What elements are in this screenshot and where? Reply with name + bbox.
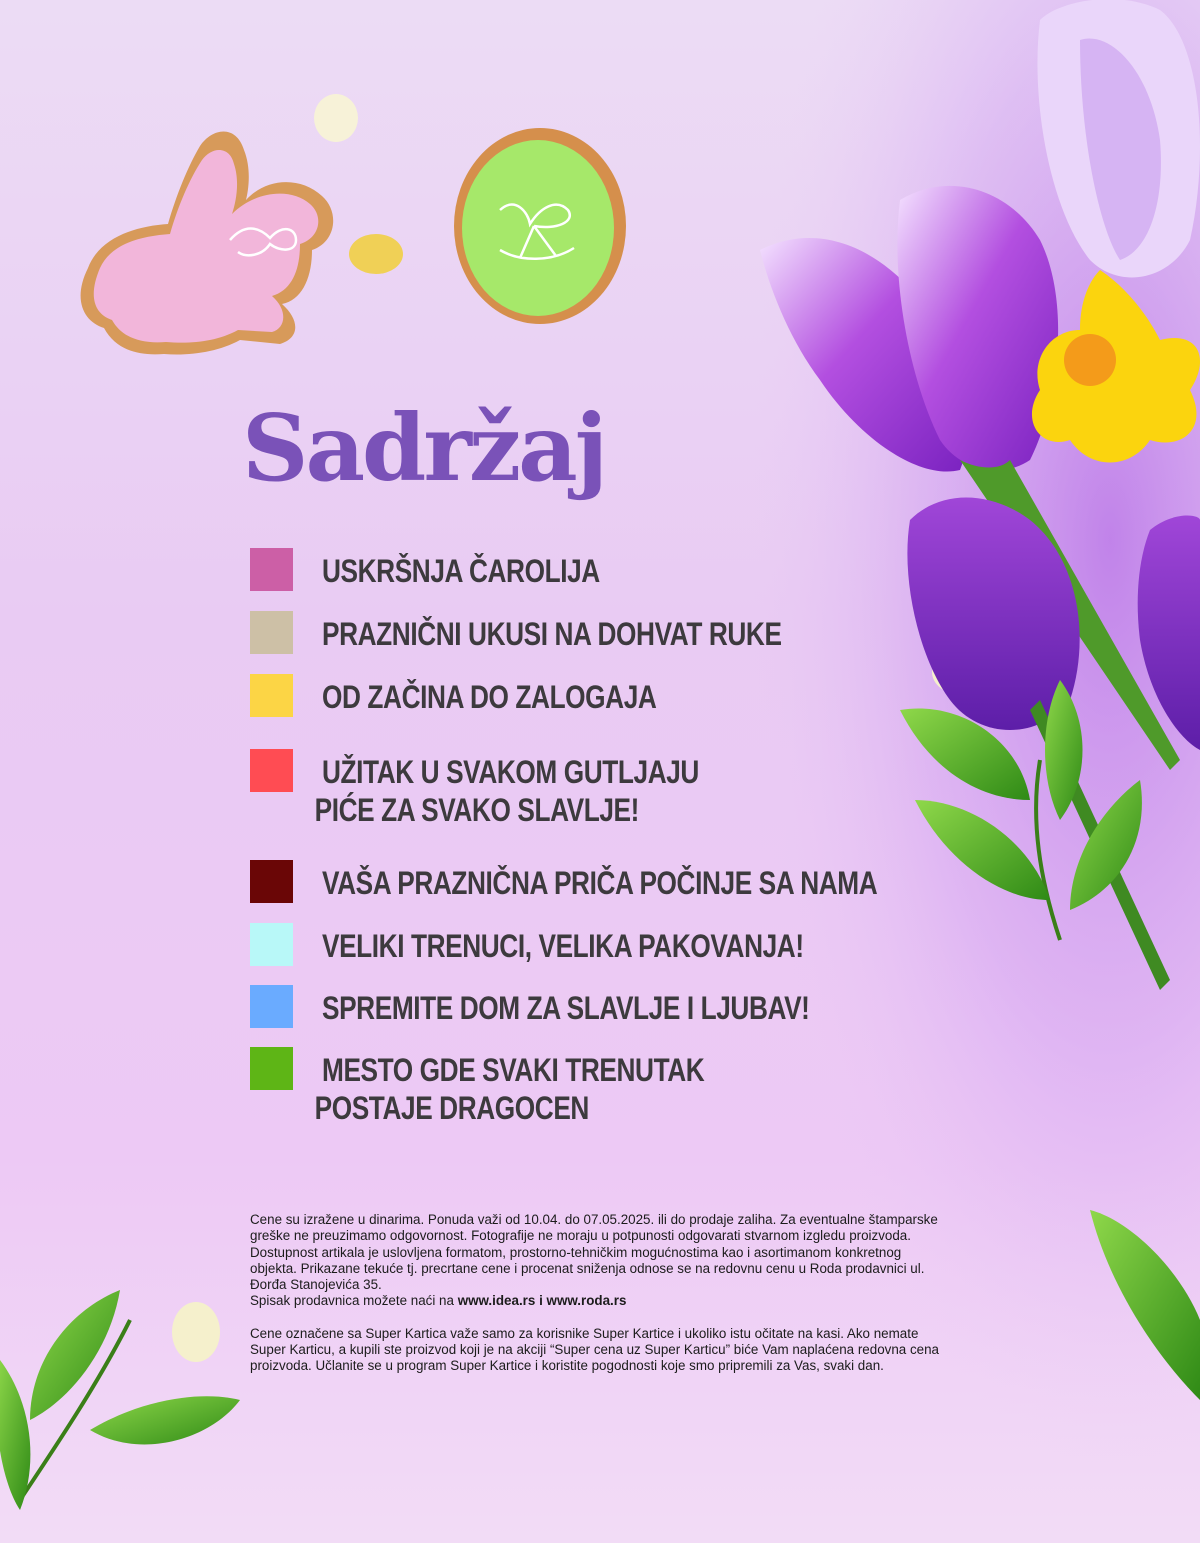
toc-item-label: USKRŠNJA ČAROLIJA bbox=[322, 553, 600, 589]
toc-item-label: VAŠA PRAZNIČNA PRIČA POČINJE SA NAMA bbox=[322, 865, 878, 901]
bunny-cookie-icon bbox=[81, 132, 334, 355]
section-color-swatch bbox=[250, 749, 293, 792]
section-color-swatch bbox=[250, 548, 293, 591]
section-color-swatch bbox=[250, 923, 293, 966]
toc-item-label: UŽITAK U SVAKOM GUTLJAJU PIĆE ZA SVAKO SLAVLJE! bbox=[314, 754, 699, 828]
section-color-swatch bbox=[250, 860, 293, 903]
super-card-paragraph: Cene označene sa Super Kartica važe samo za korisnike Super Kartice i ukoliko istu očitate na kasi. Ako nemate Super Karticu, a kupili ste proizvod koji je na akciji “Super cena uz Super Karticu” biće Vam naplaćena redovna cena proizvoda. Učlanite se u program Super Kartice i koristite pogodnosti koje smo pripremili za Vas, svaki dan. bbox=[250, 1325, 939, 1374]
section-color-swatch bbox=[250, 1047, 293, 1090]
toc-item-label: SPREMITE DOM ZA SLAVLJE I LJUBAV! bbox=[322, 990, 810, 1026]
roda-website-link[interactable]: www.roda.rs bbox=[546, 1293, 627, 1309]
section-color-swatch bbox=[250, 985, 293, 1028]
egg-cookie-icon bbox=[454, 128, 626, 324]
toc-item-label: VELIKI TRENUCI, VELIKA PAKOVANJA! bbox=[322, 928, 804, 964]
page-title: Sadržaj bbox=[242, 394, 605, 502]
toc-item-label: PRAZNIČNI UKUSI NA DOHVAT RUKE bbox=[322, 616, 782, 652]
legal-disclaimer bbox=[250, 1212, 950, 1391]
toc-item-label: OD ZAČINA DO ZALOGAJA bbox=[322, 679, 657, 715]
candy-egg-icon bbox=[314, 94, 358, 142]
idea-website-link[interactable]: www.idea.rs bbox=[457, 1293, 536, 1309]
section-color-swatch bbox=[250, 611, 293, 654]
section-color-swatch bbox=[250, 674, 293, 717]
disclaimer-paragraph: Cene su izražene u dinarima. Ponuda važi od 10.04. do 07.05.2025. ili do prodaje zaliha. Za eventualne štamparske greške ne preuzimamo odgovornost. Fotografije ne moraju u potpunosti odgovarati stvarnom izgledu proizvoda. Dostupnost artikala je uslovljena formatom, prostorno-tehničkim mogućnostima kao i asortimanom konkretnog objekta. Prikazane tekuće tj. precrtane cene i procenat sniženja odnose se na redovnu cenu u Roda prodavnici ul. Đorđa Stanojevića 35. Spisak prodavnica možete naći na www.idea.rs i www.roda.rs bbox=[250, 1212, 938, 1309]
toc-item-label: MESTO GDE SVAKI TRENUTAK POSTAJE DRAGOCEN bbox=[314, 1052, 705, 1126]
